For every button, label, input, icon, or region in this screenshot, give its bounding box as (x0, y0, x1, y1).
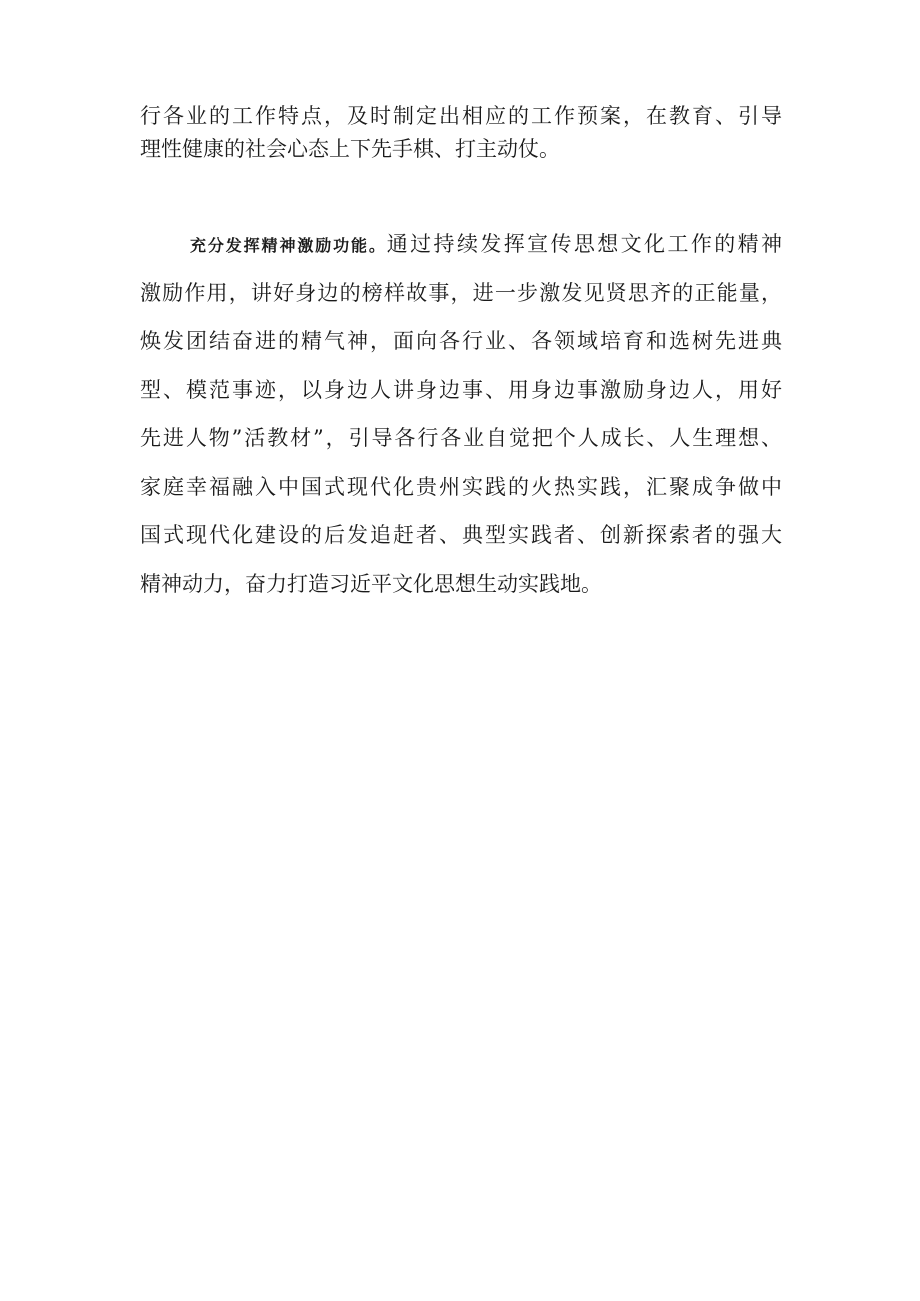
paragraph-heading: 充分发挥精神激励功能。 (190, 236, 387, 255)
paragraph-line: 型、模范事迹，以身边人讲身边事、用身边事激励身边人，用好 (140, 377, 782, 402)
paragraph-1 (140, 100, 782, 166)
paragraph-line: 家庭幸福融入中国式现代化贵州实践的火热实践，汇聚成争做中 (140, 474, 782, 499)
paragraph-line: 先进人物”活教材”，引导各行各业自觉把个人成长、人生理想、 (140, 426, 782, 450)
paragraph-line: 焕发团结奋进的精气神，面向各行业、各领域培育和选树先进典 (140, 329, 782, 353)
paragraph-2 (140, 226, 782, 614)
paragraph-line (140, 226, 782, 275)
paragraph-line: 理性健康的社会心态上下先手棋、打主动仗。 (140, 137, 560, 161)
paragraph-line: 精神动力，奋力打造习近平文化思想生动实践地。 (140, 571, 602, 596)
paragraph-line: 国式现代化建设的后发追赶者、典型实践者、创新探索者的强大 (140, 523, 782, 547)
paragraph-line: 激励作用，讲好身边的榜样故事，进一步激发见贤思齐的正能量， (140, 280, 782, 305)
paragraph-line: 行各业的工作特点，及时制定出相应的工作预案，在教育、引导 (140, 104, 782, 128)
paragraph-text: 通过持续发挥宣传思想文化工作的精神 (386, 232, 782, 256)
